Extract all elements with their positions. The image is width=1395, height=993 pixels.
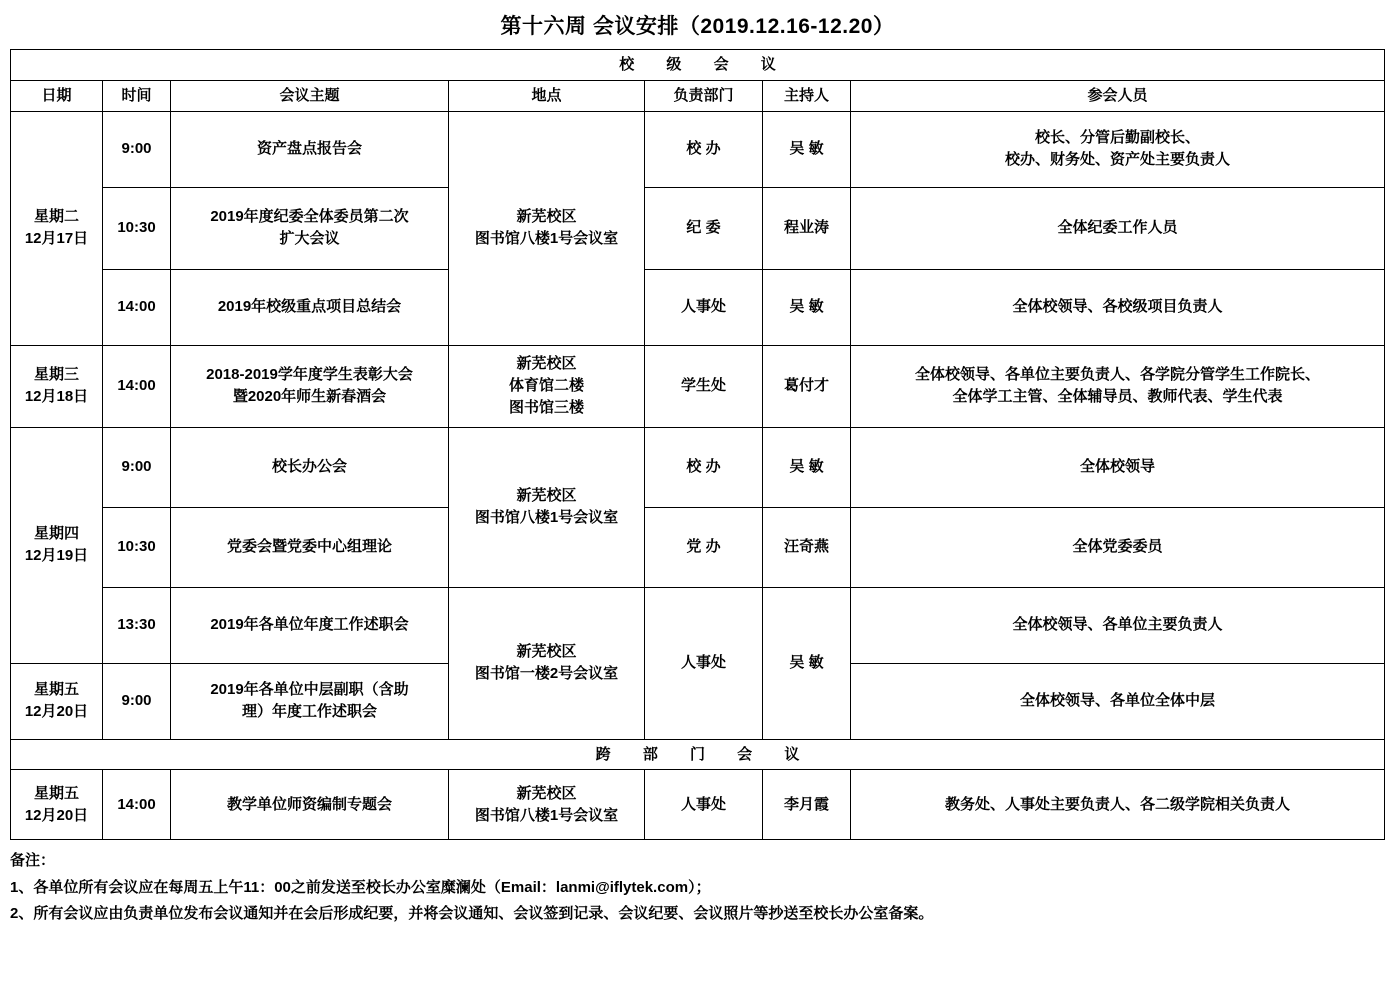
cell-topic: 2019年各单位年度工作述职会	[171, 587, 449, 663]
cell-host: 程业涛	[763, 187, 851, 269]
cell-date: 星期二 12月17日	[11, 111, 103, 345]
cell-time: 9:00	[103, 111, 171, 187]
table-row	[11, 507, 1385, 587]
cell-place: 新芜校区 图书馆八楼1号会议室	[449, 770, 645, 840]
cell-time: 14:00	[103, 345, 171, 427]
cell-time: 13:30	[103, 587, 171, 663]
cell-host: 葛付才	[763, 345, 851, 427]
cell-date: 星期三 12月18日	[11, 345, 103, 427]
cell-dept: 人事处	[645, 587, 763, 739]
cell-dept: 党 办	[645, 507, 763, 587]
cell-dept: 人事处	[645, 269, 763, 345]
cell-time: 14:00	[103, 269, 171, 345]
cell-people: 全体校领导、各单位全体中层	[851, 663, 1385, 739]
table-row	[11, 427, 1385, 507]
table-header-row	[11, 80, 1385, 111]
notes-section	[10, 840, 1385, 927]
cell-people: 全体校领导、各单位主要负责人	[851, 587, 1385, 663]
notes-label: 备注：	[10, 852, 56, 870]
table-row	[11, 187, 1385, 269]
cell-time: 9:00	[103, 427, 171, 507]
schedule-table	[10, 49, 1385, 840]
note-item-2: 2、所有会议应由负责单位发布会议通知并在会后形成纪要，并将会议通知、会议签到记录、会议纪要、会议照片等抄送至校长办公室备案。	[10, 904, 934, 922]
cell-host: 李月霞	[763, 770, 851, 840]
column-header-date: 日期	[11, 80, 103, 111]
section-title-school: 校 级 会 议	[11, 50, 1385, 81]
table-row	[11, 269, 1385, 345]
cell-place: 新芜校区 体育馆二楼 图书馆三楼	[449, 345, 645, 427]
cell-topic: 2019年校级重点项目总结会	[171, 269, 449, 345]
cell-dept: 校 办	[645, 111, 763, 187]
cell-place: 新芜校区 图书馆一楼2号会议室	[449, 587, 645, 739]
cell-topic: 资产盘点报告会	[171, 111, 449, 187]
section-header-school	[11, 50, 1385, 81]
cell-people: 全体纪委工作人员	[851, 187, 1385, 269]
cell-topic: 校长办公会	[171, 427, 449, 507]
cell-people: 校长、分管后勤副校长、 校办、财务处、资产处主要负责人	[851, 111, 1385, 187]
cell-host: 吴 敏	[763, 587, 851, 739]
column-header-dept: 负责部门	[645, 80, 763, 111]
cell-people: 教务处、人事处主要负责人、各二级学院相关负责人	[851, 770, 1385, 840]
cell-host: 汪奇燕	[763, 507, 851, 587]
cell-host: 吴 敏	[763, 427, 851, 507]
table-row	[11, 770, 1385, 840]
cell-topic: 教学单位师资编制专题会	[171, 770, 449, 840]
column-header-topic: 会议主题	[171, 80, 449, 111]
page-title: 第十六周 会议安排（2019.12.16-12.20）	[500, 15, 895, 38]
cell-dept: 学生处	[645, 345, 763, 427]
cell-time: 9:00	[103, 663, 171, 739]
column-header-people: 参会人员	[851, 80, 1385, 111]
cell-time: 10:30	[103, 507, 171, 587]
section-header-cross	[11, 739, 1385, 770]
column-header-place: 地点	[449, 80, 645, 111]
cell-topic: 党委会暨党委中心组理论	[171, 507, 449, 587]
cell-date: 星期五 12月20日	[11, 770, 103, 840]
cell-host: 吴 敏	[763, 111, 851, 187]
cell-host: 吴 敏	[763, 269, 851, 345]
table-row	[11, 587, 1385, 663]
cell-topic: 2019年度纪委全体委员第二次 扩大会议	[171, 187, 449, 269]
column-header-host: 主持人	[763, 80, 851, 111]
cell-topic: 2019年各单位中层副职（含助 理）年度工作述职会	[171, 663, 449, 739]
cell-time: 10:30	[103, 187, 171, 269]
cell-date: 星期四 12月19日	[11, 427, 103, 663]
cell-people: 全体校领导、各校级项目负责人	[851, 269, 1385, 345]
cell-date: 星期五 12月20日	[11, 663, 103, 739]
cell-dept: 人事处	[645, 770, 763, 840]
note-item-1: 1、各单位所有会议应在每周五上午11：00之前发送至校长办公室糜澜处（Email：lanmi@iflytek.com）；	[10, 878, 711, 896]
column-header-time: 时间	[103, 80, 171, 111]
cell-topic: 2018-2019学年度学生表彰大会 暨2020年师生新春酒会	[171, 345, 449, 427]
cell-place: 新芜校区 图书馆八楼1号会议室	[449, 111, 645, 345]
table-row	[11, 345, 1385, 427]
cell-people: 全体校领导	[851, 427, 1385, 507]
cell-people: 全体党委委员	[851, 507, 1385, 587]
table-row	[11, 111, 1385, 187]
cell-people: 全体校领导、各单位主要负责人、各学院分管学生工作院长、 全体学工主管、全体辅导员、教师代表、学生代表	[851, 345, 1385, 427]
section-title-cross: 跨 部 门 会 议	[11, 739, 1385, 770]
cell-place: 新芜校区 图书馆八楼1号会议室	[449, 427, 645, 587]
cell-time: 14:00	[103, 770, 171, 840]
cell-dept: 校 办	[645, 427, 763, 507]
cell-dept: 纪 委	[645, 187, 763, 269]
